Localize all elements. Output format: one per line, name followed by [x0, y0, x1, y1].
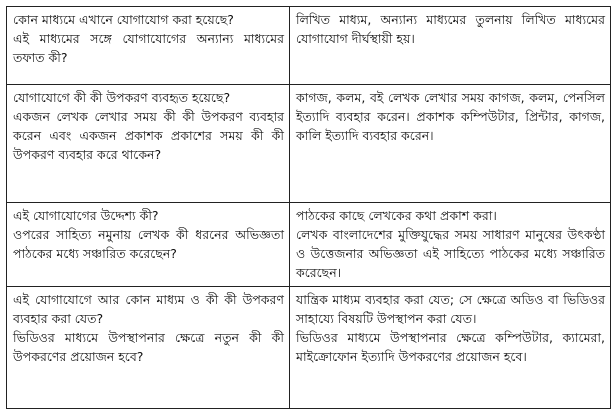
answer-cell: [290, 85, 611, 203]
question-text: যোগাযোগে কী কী উপকরণ ব্যবহৃত হয়েছে?: [13, 90, 231, 105]
answer-text: যান্ত্রিক মাধ্যম ব্যবহার করা যেত; সে ক্ষেত্রে অডিও বা ভিডিওর সাহায্যে বিষয়টি উপস্থাপন করা যেত।: [296, 292, 605, 326]
table-row: [7, 287, 611, 409]
answer-text: ভিডিওর মাধ্যমে উপস্থাপনার ক্ষেত্রে কম্পিউটার, ক্যামেরা, মাইক্রোফোন ইত্যাদি উপকরণের প্রয়োজন হবে।: [296, 330, 605, 364]
answer-text: লেখক বাংলাদেশের মুক্তিযুদ্ধের সময় সাধারণ মানুষের উৎকণ্ঠা ও উত্তেজনার অভিজ্ঞতা এই সাহিত্যে পাঠকের মধ্যে সঞ্চারিত করেছেন।: [296, 227, 605, 280]
qa-table: [6, 6, 611, 409]
question-text: একজন লেখক লেখার সময় কী কী উপকরণ ব্যবহার করেন এবং একজন প্রকাশক প্রকাশের সময় কী কী উপকরণ ব্যবহার করে থাকেন?: [13, 109, 284, 162]
question-text: কোন মাধ্যমে এখানে যোগাযোগ করা হয়েছে?: [13, 12, 234, 27]
answer-cell: [290, 287, 611, 409]
answer-text: পাঠকের কাছে লেখকের কথা প্রকাশ করা।: [296, 208, 497, 223]
answer-text: লিখিত মাধ্যম, অন্যান্য মাধ্যমের তুলনায় লিখিত মাধ্যমের যোগাযোগ দীর্ঘস্থায়ী হয়।: [296, 12, 605, 46]
table-row: [7, 85, 611, 203]
answer-cell: [290, 7, 611, 85]
question-cell: [7, 85, 290, 203]
question-text: এই মাধ্যমের সঙ্গে যোগাযোগের অন্যান্য মাধ্যমের তফাত কী?: [13, 31, 284, 65]
answer-text: কাগজ, কলম, বই লেখক লেখার সময় কাগজ, কলম, পেনসিল ইত্যাদি ব্যবহার করেন। প্রকাশক কম্পিউটার, প্রিন্টার, কাগজ, কালি ইত্যাদি ব্যবহার করেন।: [296, 90, 605, 143]
question-cell: [7, 287, 290, 409]
question-text: এই যোগাযোগে আর কোন মাধ্যম ও কী কী উপকরণ ব্যবহার করা যেত?: [13, 292, 284, 326]
table-row: [7, 7, 611, 85]
answer-cell: [290, 203, 611, 287]
question-text: ওপরের সাহিত্য নমুনায় লেখক কী ধরনের অভিজ্ঞতা পাঠকের মধ্যে সঞ্চারিত করেছেন?: [13, 227, 284, 261]
question-text: ভিডিওর মাধ্যমে উপস্থাপনার ক্ষেত্রে নতুন কী কী উপকরণের প্রয়োজন হবে?: [13, 330, 284, 364]
question-cell: [7, 7, 290, 85]
table-row: [7, 203, 611, 287]
question-cell: [7, 203, 290, 287]
question-text: এই যোগাযোগের উদ্দেশ্য কী?: [13, 208, 159, 223]
